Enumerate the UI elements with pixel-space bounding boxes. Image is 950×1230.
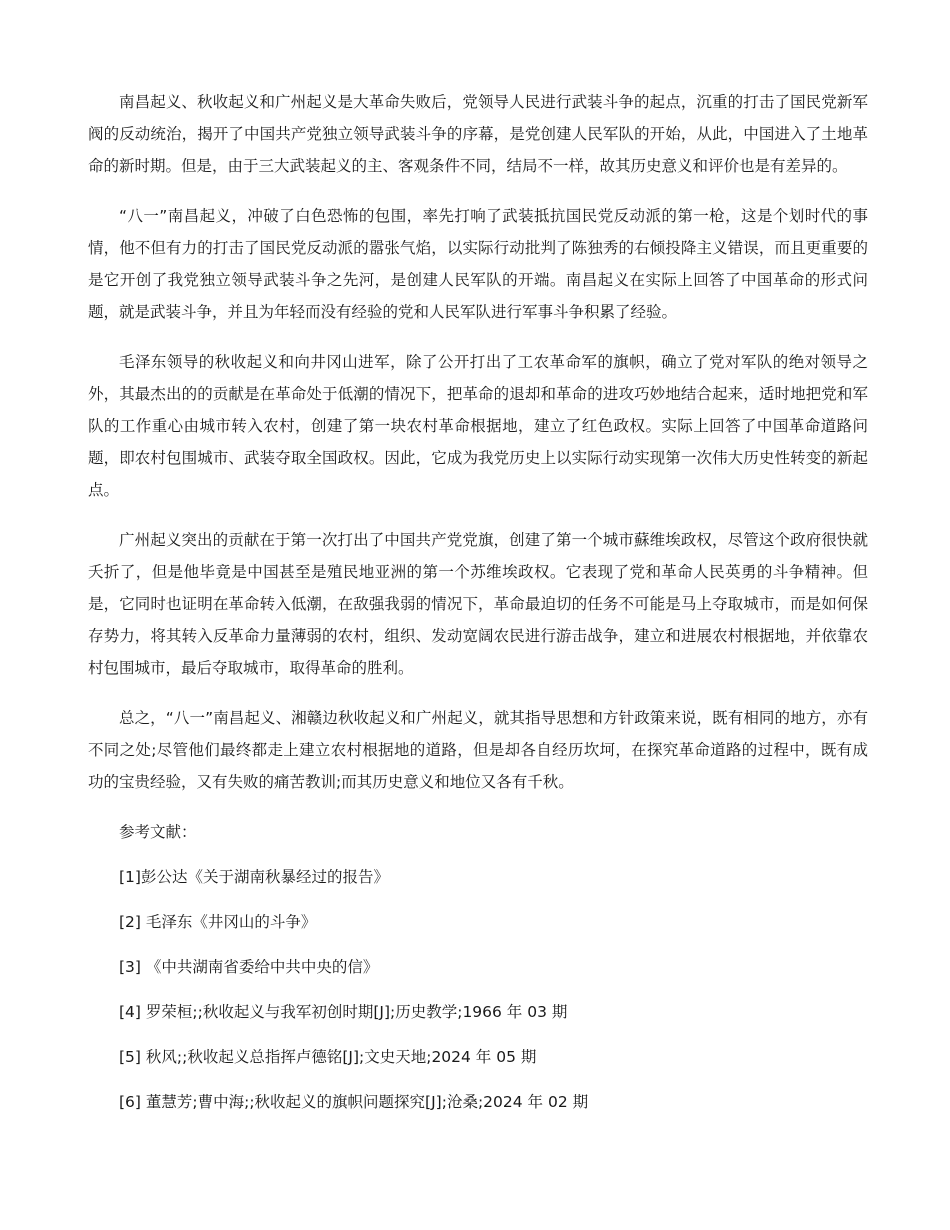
reference-item: [5] 秋风;;秋收起义总指挥卢德铭[J];文史天地;2024 年 05 期 bbox=[119, 1048, 537, 1066]
paragraph-autumn-harvest-uprising: 毛泽东领导的秋收起义和向井冈山进军，除了公开打出了工农革命军的旗帜，确立了党对军队的绝对领导之外，其最杰出的的贡献是在革命处于低潮的情况下，把革命的退却和革命的进攻巧妙地结合起来，适时地把党和军队的工作重心由城市转入农村，创建了第一块农村革命根据地，建立了红色政权。实际上回答了中国革命道路问题，即农村包围城市、武装夺取全国政权。因此，它成为我党历史上以实际行动实现第一次伟大历史性转变的新起点。 bbox=[88, 353, 868, 499]
paragraph-nanchang-uprising: “八一”南昌起义，冲破了白色恐怖的包围，率先打响了武装抵抗国民党反动派的第一枪，这是个划时代的事情，他不但有力的打击了国民党反动派的嚣张气焰，以实际行动批判了陈独秀的右倾投降主义错误，而且更重要的是它开创了我党独立领导武装斗争之先河，是创建人民军队的开端。南昌起义在实际上回答了中国革命的形式问题，就是武装斗争，并且为年轻而没有经验的党和人民军队进行军事斗争积累了经验。 bbox=[88, 207, 868, 321]
reference-item: [2] 毛泽东《井冈山的斗争》 bbox=[119, 913, 317, 931]
paragraph-conclusion: 总之，“八一”南昌起义、湘赣边秋收起义和广州起义，就其指导思想和方针政策来说，既有相同的地方，亦有不同之处;尽管他们最终都走上建立农村根据地的道路，但是却各自经历坎坷，在探究革命道路的过程中，既有成功的宝贵经验，又有失败的痛苦教训;而其历史意义和地位又各有千秋。 bbox=[88, 709, 868, 791]
reference-item: [3] 《中共湖南省委给中共中央的信》 bbox=[119, 958, 379, 976]
reference-item: [4] 罗荣桓;;秋收起义与我军初创时期[J];历史教学;1966 年 03 期 bbox=[119, 1003, 568, 1021]
reference-item: [6] 董慧芳;曹中海;;秋收起义的旗帜问题探究[J];沧桑;2024 年 02 期 bbox=[119, 1093, 589, 1111]
document-page bbox=[88, 86, 868, 1118]
references-heading: 参考文献： bbox=[119, 823, 197, 841]
paragraph-intro: 南昌起义、秋收起义和广州起义是大革命失败后，党领导人民进行武装斗争的起点，沉重的打击了国民党新军阀的反动统治，揭开了中国共产党独立领导武装斗争的序幕，是党创建人民军队的开始，从此，中国进入了土地革命的新时期。但是，由于三大武装起义的主、客观条件不同，结局不一样，故其历史意义和评价也是有差异的。 bbox=[88, 93, 868, 175]
references-list bbox=[88, 861, 868, 1118]
paragraph-guangzhou-uprising: 广州起义突出的贡献在于第一次打出了中国共产党党旗，创建了第一个城市蘇维埃政权，尽管这个政府很快就夭折了，但是他毕竟是中国甚至是殖民地亚洲的第一个苏维埃政权。它表现了党和革命人民英勇的斗争精神。但是，它同时也证明在革命转入低潮，在敌强我弱的情况下，革命最迫切的任务不可能是马上夺取城市，而是如何保存势力，将其转入反革命力量薄弱的农村，组织、发动宽阔农民进行游击战争，建立和进展农村根据地，并依靠农村包围城市，最后夺取城市，取得革命的胜利。 bbox=[88, 531, 868, 677]
reference-item: [1]彭公达《关于湖南秋暴经过的报告》 bbox=[119, 868, 389, 886]
